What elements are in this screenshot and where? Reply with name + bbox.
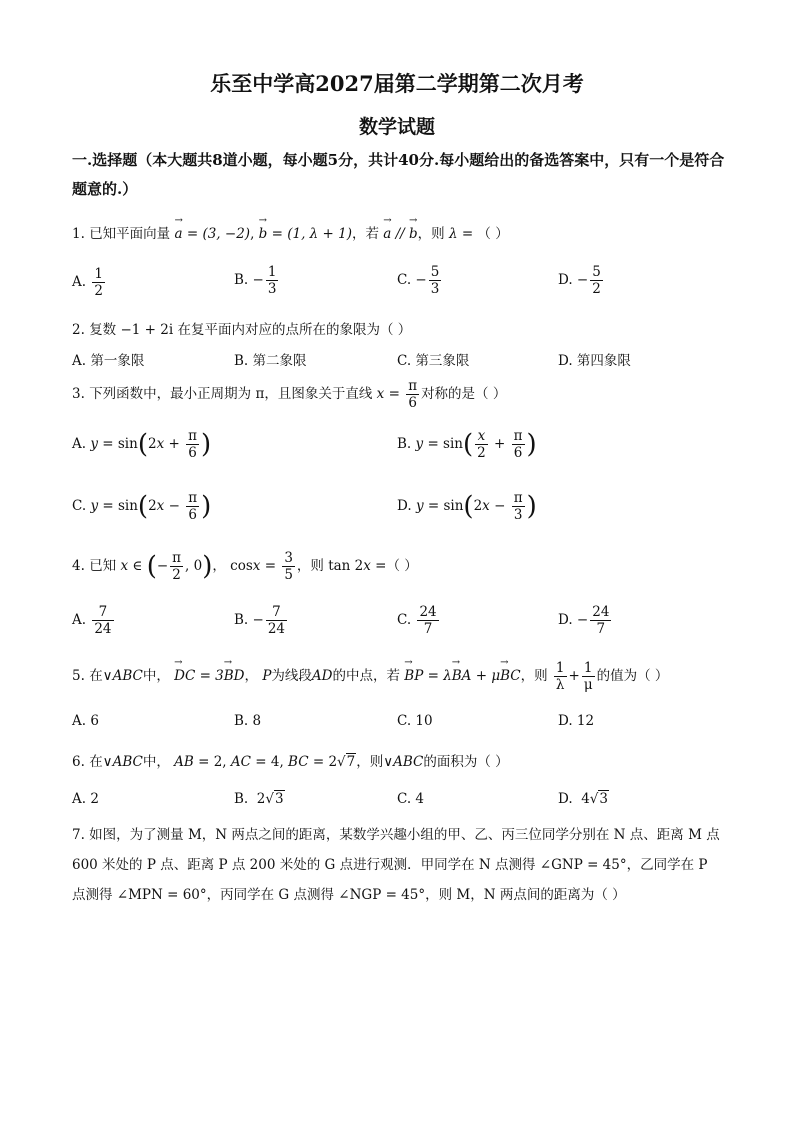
vector-a: → a [174,226,182,242]
q1-option-b: B. − $\frac{1}{3}$ [234,264,277,297]
q2-option-c: C. 第三象限 [397,353,470,369]
q3-option-a: A. y = sin(2x + $\frac{\pi}{6}$ ) [72,428,212,461]
q1-option-c: C. − $\frac{5}{3}$ [397,264,440,297]
q4-option-d: D. − $\frac{24}{7}$ [558,604,610,637]
q1-option-d: D. − $\frac{5}{2}$ [558,264,601,297]
q5-option-c: C. 10 [397,713,433,729]
vector-b: → b [259,226,268,242]
q6-option-a: A. 2 [72,791,99,807]
question-7: 7. 如图，为了测量 M，N 两点之间的距离，某数学兴趣小组的甲、乙、丙三位同学分别在 N 点、距离 M 点 600 米处的 P 点、距离 P 点 200 米处的 G 点进行观测．甲同学在 N 点测得 ∠GNP = 45°，乙同学在 P 点测得 ∠MPN = 60°，丙同学在 G 点测得 ∠NGP = 45°，则 M，N 两点间的距离为（ ） [72,827,720,903]
question-2: 2. 复数 −1 + 2i 在复平面内对应的点所在的象限为（ ） [72,322,412,338]
q3-option-d: D. y = sin(2x − $\frac{\pi}{3}$ ) [397,490,537,523]
question-4: 4. 已知 x ∈ (− $\frac{\pi}{2}$ , 0)， cosx = $\frac{3}{5}$ ，则 tan 2x =（ ） [72,550,418,583]
q2-option-a: A. 第一象限 [72,353,145,369]
q3-option-c: C. y = sin(2x − $\frac{\pi}{6}$ ) [72,490,212,523]
question-1: 1. 已知平面向量 → a = (3, −2), → b = (1, λ + 1)，若 → a // → b，则 λ = （ ） [72,222,509,242]
q5-option-b: B. 8 [234,713,262,729]
q2-option-d: D. 第四象限 [558,353,631,369]
q3-option-b: B. y = sin( $\frac{x}{2}$ + $\frac{\pi}{6}$ ) [397,428,537,461]
q6-option-c: C. 4 [397,791,425,807]
q4-option-c: C. $\frac{24}{7}$ [397,604,437,637]
section-header: 一.选择题（本大题共8道小题，每小题5分，共计40分.每小题给出的备选答案中，只有一个是符合题意的.） [72,151,725,198]
q4-option-a: A. $\frac{7}{24}$ [72,604,112,637]
q5-option-d: D. 12 [558,713,595,729]
q2-option-b: B. 第二象限 [234,353,307,369]
q5-option-a: A. 6 [72,713,99,729]
q1-option-a: A. $\frac{1}{2}$ [72,266,103,299]
q6-option-b: B. 2√3 [234,791,284,807]
question-6: 6. 在∨ABC中， AB = 2, AC = 4, BC = 2√7，则∨ABC的面积为（ ） [72,754,509,770]
question-3: 3. 下列函数中，最小正周期为 π，且图象关于直线 x = $\frac{\pi}{6}$ 对称的是（ ） [72,378,507,411]
question-5: 5. 在∨ABC中， → DC = 3→ BD， P为线段AD的中点，若 → BP = λ→ BA + μ→ BC，则 $\frac{1}{\lambda}$ + $\frac{1}{\mu}$ 的值为（ ） [72,660,668,693]
q6-option-d: D. 4√3 [558,791,609,807]
page-subtitle: 数学试题 [358,116,435,138]
page-title: 乐至中学高2027届第二学期第二次月考 [210,71,584,96]
q4-option-b: B. − $\frac{7}{24}$ [234,604,286,637]
